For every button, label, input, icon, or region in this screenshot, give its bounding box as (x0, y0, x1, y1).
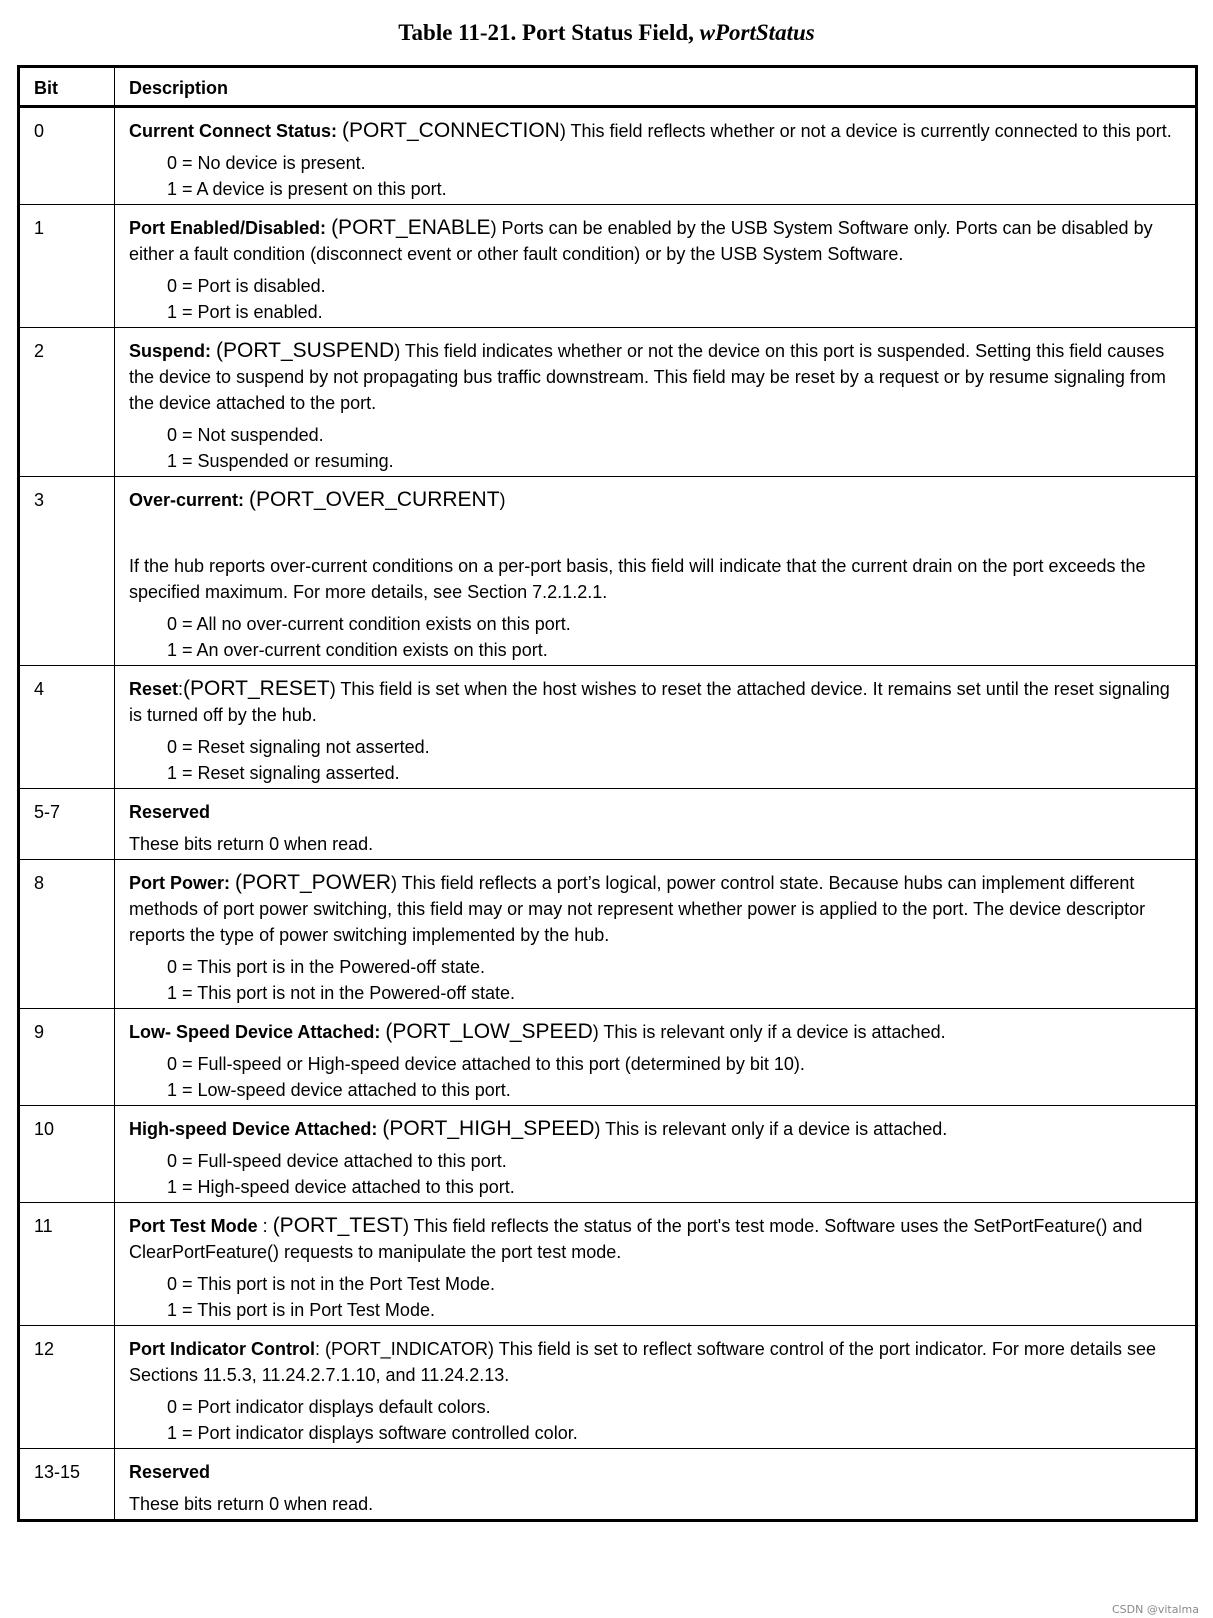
field-name: Low- Speed Device Attached: (129, 1022, 381, 1042)
description-cell (115, 477, 1197, 666)
field-description (129, 1459, 1173, 1485)
reserved-note: These bits return 0 when read. (129, 1494, 374, 1514)
field-constant: (PORT_RESET (183, 677, 330, 700)
field-name: Port Indicator Control (129, 1339, 315, 1359)
bit-cell: 12 (19, 1326, 115, 1449)
value-item: 0 = Port is disabled. (167, 276, 326, 296)
field-constant: (PORT_LOW_SPEED (385, 1020, 593, 1043)
value-item: 0 = Reset signaling not asserted. (167, 737, 430, 757)
port-status-table (17, 65, 1198, 1522)
description-cell (115, 1326, 1197, 1449)
field-text: ) Ports can be enabled by the USB System Software only. Ports can be disabled by either a fault condition (disconnect event or other fault condition) or by the USB System Software. (129, 218, 1153, 264)
field-description (129, 1019, 1173, 1045)
bit-cell: 8 (19, 860, 115, 1009)
table-title-field: wPortStatus (699, 20, 815, 45)
value-item: 1 = Port indicator displays software controlled color. (167, 1423, 578, 1443)
field-name: Port Test Mode (129, 1216, 258, 1236)
description-cell (115, 205, 1197, 328)
field-description (129, 1213, 1173, 1265)
field-description (129, 118, 1173, 144)
description-cell (115, 1009, 1197, 1106)
value-list (167, 1394, 1173, 1446)
table-row (19, 1203, 1197, 1326)
field-text: ) This field reflects the status of the port's test mode. Software uses the SetPortFeature() and ClearPortFeature() requests to manipulate the port test mode. (129, 1216, 1143, 1262)
field-description (129, 1116, 1173, 1142)
value-list (167, 422, 1173, 474)
value-item: 1 = A device is present on this port. (167, 179, 447, 199)
description-cell (115, 328, 1197, 477)
value-item: 1 = Reset signaling asserted. (167, 763, 400, 783)
field-constant: (PORT_ENABLE (331, 216, 491, 239)
table-row (19, 860, 1197, 1009)
value-item: 0 = All no over-current condition exists on this port. (167, 614, 571, 634)
value-list (167, 1051, 1173, 1103)
field-text: ) This is relevant only if a device is attached. (594, 1119, 948, 1139)
field-text: ) (499, 490, 506, 510)
table-row (19, 1106, 1197, 1203)
value-list (167, 273, 1173, 325)
table-body (19, 107, 1197, 1521)
field-text: ) This field reflects whether or not a device is currently connected to this port. (559, 121, 1172, 141)
field-separator: : (178, 679, 184, 699)
field-description (129, 215, 1173, 267)
value-list (167, 1148, 1173, 1200)
field-name: Current Connect Status: (129, 121, 338, 141)
field-constant: (PORT_OVER_CURRENT (249, 488, 500, 511)
bit-cell: 0 (19, 107, 115, 205)
field-description (129, 870, 1173, 948)
bit-cell: 1 (19, 205, 115, 328)
value-item: 1 = High-speed device attached to this port. (167, 1177, 515, 1197)
description-cell (115, 107, 1197, 205)
field-constant: (PORT_CONNECTION (342, 119, 560, 142)
table-row (19, 205, 1197, 328)
value-item: 0 = Full-speed device attached to this port. (167, 1151, 507, 1171)
description-cell (115, 860, 1197, 1009)
field-description (129, 338, 1173, 416)
table-title-prefix: Table 11-21. Port Status Field, (398, 20, 700, 45)
value-item: 0 = No device is present. (167, 153, 366, 173)
field-name: Over-current: (129, 490, 245, 510)
field-text: ) This field is set when the host wishes to reset the attached device. It remains set until the reset signaling is turned off by the hub. (129, 679, 1170, 725)
value-list (167, 954, 1173, 1006)
field-text: ) This field indicates whether or not the device on this port is suspended. Setting this field causes the device to suspend by not propagating bus traffic downstream. This field may be reset by a request or by resume signaling from the device attached to the port. (129, 341, 1166, 413)
value-item: 0 = Port indicator displays default colors. (167, 1397, 491, 1417)
value-item: 1 = An over-current condition exists on this port. (167, 640, 548, 660)
bit-cell: 5-7 (19, 789, 115, 860)
description-cell (115, 1203, 1197, 1326)
value-list (167, 611, 1173, 663)
field-name: Reserved (129, 802, 211, 822)
bit-cell: 3 (19, 477, 115, 666)
field-text: ) This field reflects a port’s logical, power control state. Because hubs can implement different methods of port power switching, this field may or may not represent whether power is applied to the port. The device descriptor reports the type of power switching implemented by the hub. (129, 873, 1146, 945)
table-row (19, 107, 1197, 205)
field-description (129, 799, 1173, 825)
value-item: 1 = Port is enabled. (167, 302, 323, 322)
field-constant: (PORT_POWER (235, 871, 391, 894)
field-description (129, 487, 1173, 513)
field-name: Port Power: (129, 873, 231, 893)
table-row (19, 477, 1197, 666)
bit-cell: 9 (19, 1009, 115, 1106)
field-separator: : (315, 1339, 326, 1359)
description-cell (115, 789, 1197, 860)
value-item: 0 = Full-speed or High-speed device attached to this port (determined by bit 10). (167, 1054, 805, 1074)
field-description (129, 1336, 1173, 1388)
value-item: 1 = Suspended or resuming. (167, 451, 394, 471)
description-cell (115, 1106, 1197, 1203)
bit-cell: 13-15 (19, 1449, 115, 1521)
bit-cell: 2 (19, 328, 115, 477)
table-row (19, 1326, 1197, 1449)
value-item: 1 = This port is not in the Powered-off state. (167, 983, 516, 1003)
field-name: Reserved (129, 1462, 211, 1482)
field-constant: (PORT_HIGH_SPEED (382, 1117, 595, 1140)
watermark: CSDN @vitalma (1112, 1603, 1199, 1616)
value-item: 0 = Not suspended. (167, 425, 324, 445)
header-row (19, 67, 1197, 107)
field-extra-text: If the hub reports over-current conditions on a per-port basis, this field will indicate that the current drain on the port exceeds the specified maximum. For more details, see Section 7.2.1.2.1. (129, 556, 1146, 602)
table-row (19, 789, 1197, 860)
field-constant: (PORT_SUSPEND (216, 339, 395, 362)
header-bit: Bit (19, 67, 115, 107)
field-text: (PORT_INDICATOR) This field is set to reflect software control of the port indicator. For more details see Sections 11.5.3, 11.24.2.7.1.10, and 11.24.2.13. (129, 1339, 1156, 1385)
value-list (167, 734, 1173, 786)
bit-cell: 10 (19, 1106, 115, 1203)
field-constant: (PORT_TEST (272, 1214, 403, 1237)
bit-cell: 4 (19, 666, 115, 789)
field-text: ) This is relevant only if a device is attached. (592, 1022, 946, 1042)
description-cell (115, 666, 1197, 789)
value-item: 1 = This port is in Port Test Mode. (167, 1300, 435, 1320)
field-name: Port Enabled/Disabled: (129, 218, 327, 238)
field-name: Suspend: (129, 341, 212, 361)
value-item: 1 = Low-speed device attached to this port. (167, 1080, 511, 1100)
table-row (19, 328, 1197, 477)
description-cell (115, 1449, 1197, 1521)
header-description: Description (115, 67, 1197, 107)
value-item: 0 = This port is in the Powered-off state. (167, 957, 486, 977)
table-row (19, 666, 1197, 789)
value-list (167, 1271, 1173, 1323)
table-title (0, 20, 1213, 46)
value-list (167, 150, 1173, 202)
field-description (129, 676, 1173, 728)
field-name: Reset (129, 679, 179, 699)
spacer (129, 513, 1173, 553)
bit-cell: 11 (19, 1203, 115, 1326)
reserved-note: These bits return 0 when read. (129, 834, 374, 854)
field-name: High-speed Device Attached: (129, 1119, 378, 1139)
table-row (19, 1009, 1197, 1106)
field-separator: : (257, 1216, 273, 1236)
table-row (19, 1449, 1197, 1521)
value-item: 0 = This port is not in the Port Test Mode. (167, 1274, 496, 1294)
